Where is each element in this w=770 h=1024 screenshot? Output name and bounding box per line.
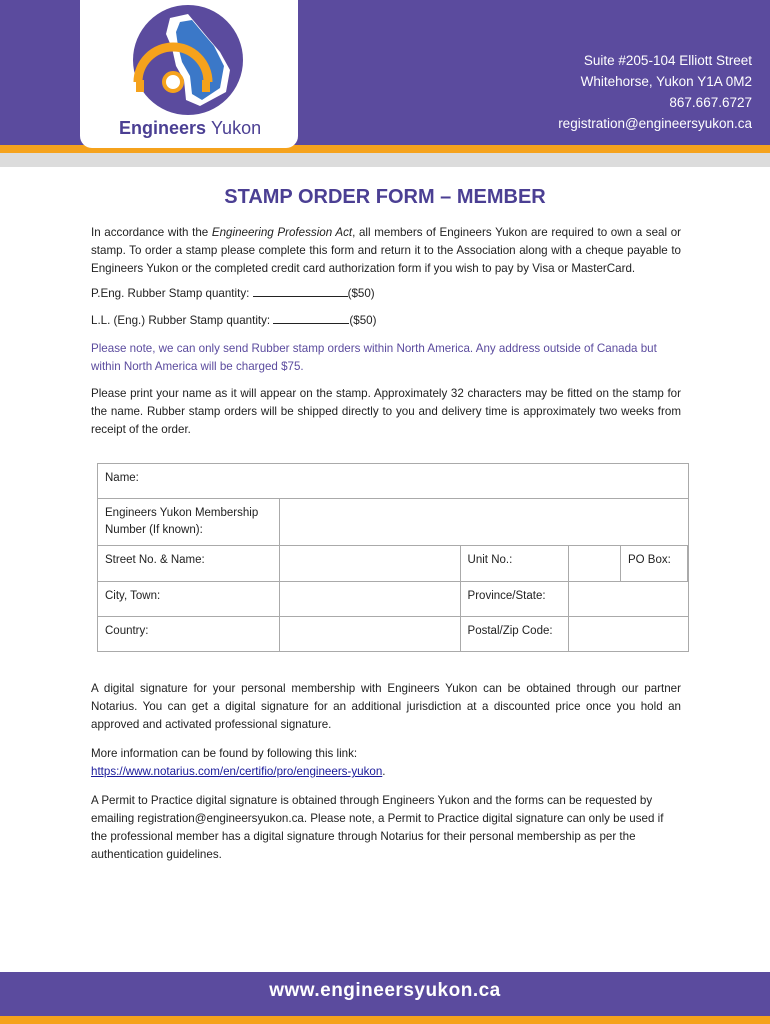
- membership-label: Engineers Yukon Membership Number (If known):: [98, 499, 280, 546]
- intro-paragraph: In accordance with the Engineering Profession Act, all members of Engineers Yukon are required to own a seal or stamp. To order a stamp please complete this form and return it to the Association along with a cheque payable to Engineers Yukon or the completed credit card authorization form if you wish to pay by Visa or MasterCard.: [91, 226, 681, 275]
- postal-label: Postal/Zip Code:: [460, 617, 569, 652]
- org-name-bold: Engineers: [119, 118, 207, 138]
- city-field[interactable]: [279, 582, 460, 617]
- address-street: Suite #205-104 Elliott Street: [583, 53, 752, 68]
- country-field[interactable]: [279, 617, 460, 652]
- province-label: Province/State:: [460, 582, 569, 617]
- more-info-text: More information can be found by following this link:: [91, 747, 358, 760]
- po-box-label: PO Box:: [621, 546, 688, 581]
- member-info-table: [97, 463, 689, 652]
- act-name: Engineering Profession Act: [211, 226, 353, 239]
- postal-field[interactable]: [569, 617, 689, 652]
- address-city: Whitehorse, Yukon Y1A 0M2: [580, 74, 752, 89]
- peng-quantity-row: P.Eng. Rubber Stamp quantity: ($50): [91, 284, 681, 303]
- city-label: City, Town:: [98, 582, 280, 617]
- membership-field[interactable]: [279, 499, 688, 546]
- permit-paragraph: A Permit to Practice digital signature is obtained through Engineers Yukon and the forms can be requested by emailing registration@engineersyukon.ca. Please note, a Permit to Practice digital signature can only be used if the professional member has a digital signature through Notarius for their personal membership as per the authentication guidelines.: [91, 794, 664, 861]
- unit-label: Unit No.:: [460, 546, 569, 582]
- footer-orange-stripe: [0, 1016, 770, 1024]
- name-field[interactable]: Name:: [98, 464, 689, 499]
- street-label: Street No. & Name:: [98, 546, 280, 582]
- logo: [80, 0, 298, 148]
- shipping-note: Please note, we can only send Rubber stamp orders within North America. Any address outside of Canada but within North America will be charged $75.: [91, 342, 657, 373]
- header-gray-stripe: [0, 153, 770, 167]
- province-field[interactable]: [569, 582, 689, 617]
- notarius-link-row: https://www.notarius.com/en/certifio/pro/engineers-yukon.: [91, 765, 386, 778]
- signature-info: [91, 680, 681, 864]
- notarius-link[interactable]: https://www.notarius.com/en/certifio/pro/engineers-yukon: [91, 765, 383, 778]
- org-name: [119, 118, 261, 139]
- country-label: Country:: [98, 617, 280, 652]
- form-body: [91, 224, 681, 439]
- contact-email: registration@engineersyukon.ca: [558, 116, 752, 131]
- footer-url[interactable]: www.engineersyukon.ca: [269, 980, 501, 1001]
- po-box-cell[interactable]: [621, 546, 689, 582]
- form-title: STAMP ORDER FORM – MEMBER: [224, 186, 546, 208]
- phone-number: 867.667.6727: [669, 95, 752, 110]
- peng-quantity-field[interactable]: [253, 284, 348, 297]
- contact-address: [558, 50, 752, 134]
- unit-field[interactable]: [569, 546, 621, 582]
- ll-quantity-field[interactable]: [273, 311, 349, 324]
- digital-signature-paragraph: A digital signature for your personal membership with Engineers Yukon can be obtained through our partner Notarius. You can get a digital signature for an additional jurisdiction at a discounted price once you hold an approved and activated professional signature.: [91, 682, 681, 731]
- org-name-light: Yukon: [211, 118, 262, 138]
- street-field[interactable]: [279, 546, 460, 582]
- print-instructions: Please print your name as it will appear on the stamp. Approximately 32 characters may be fitted on the stamp for the name. Rubber stamp orders will be shipped directly to you and delivery time is approximately two weeks from receipt of the order.: [91, 387, 681, 436]
- ll-quantity-row: L.L. (Eng.) Rubber Stamp quantity: ($50): [91, 311, 681, 330]
